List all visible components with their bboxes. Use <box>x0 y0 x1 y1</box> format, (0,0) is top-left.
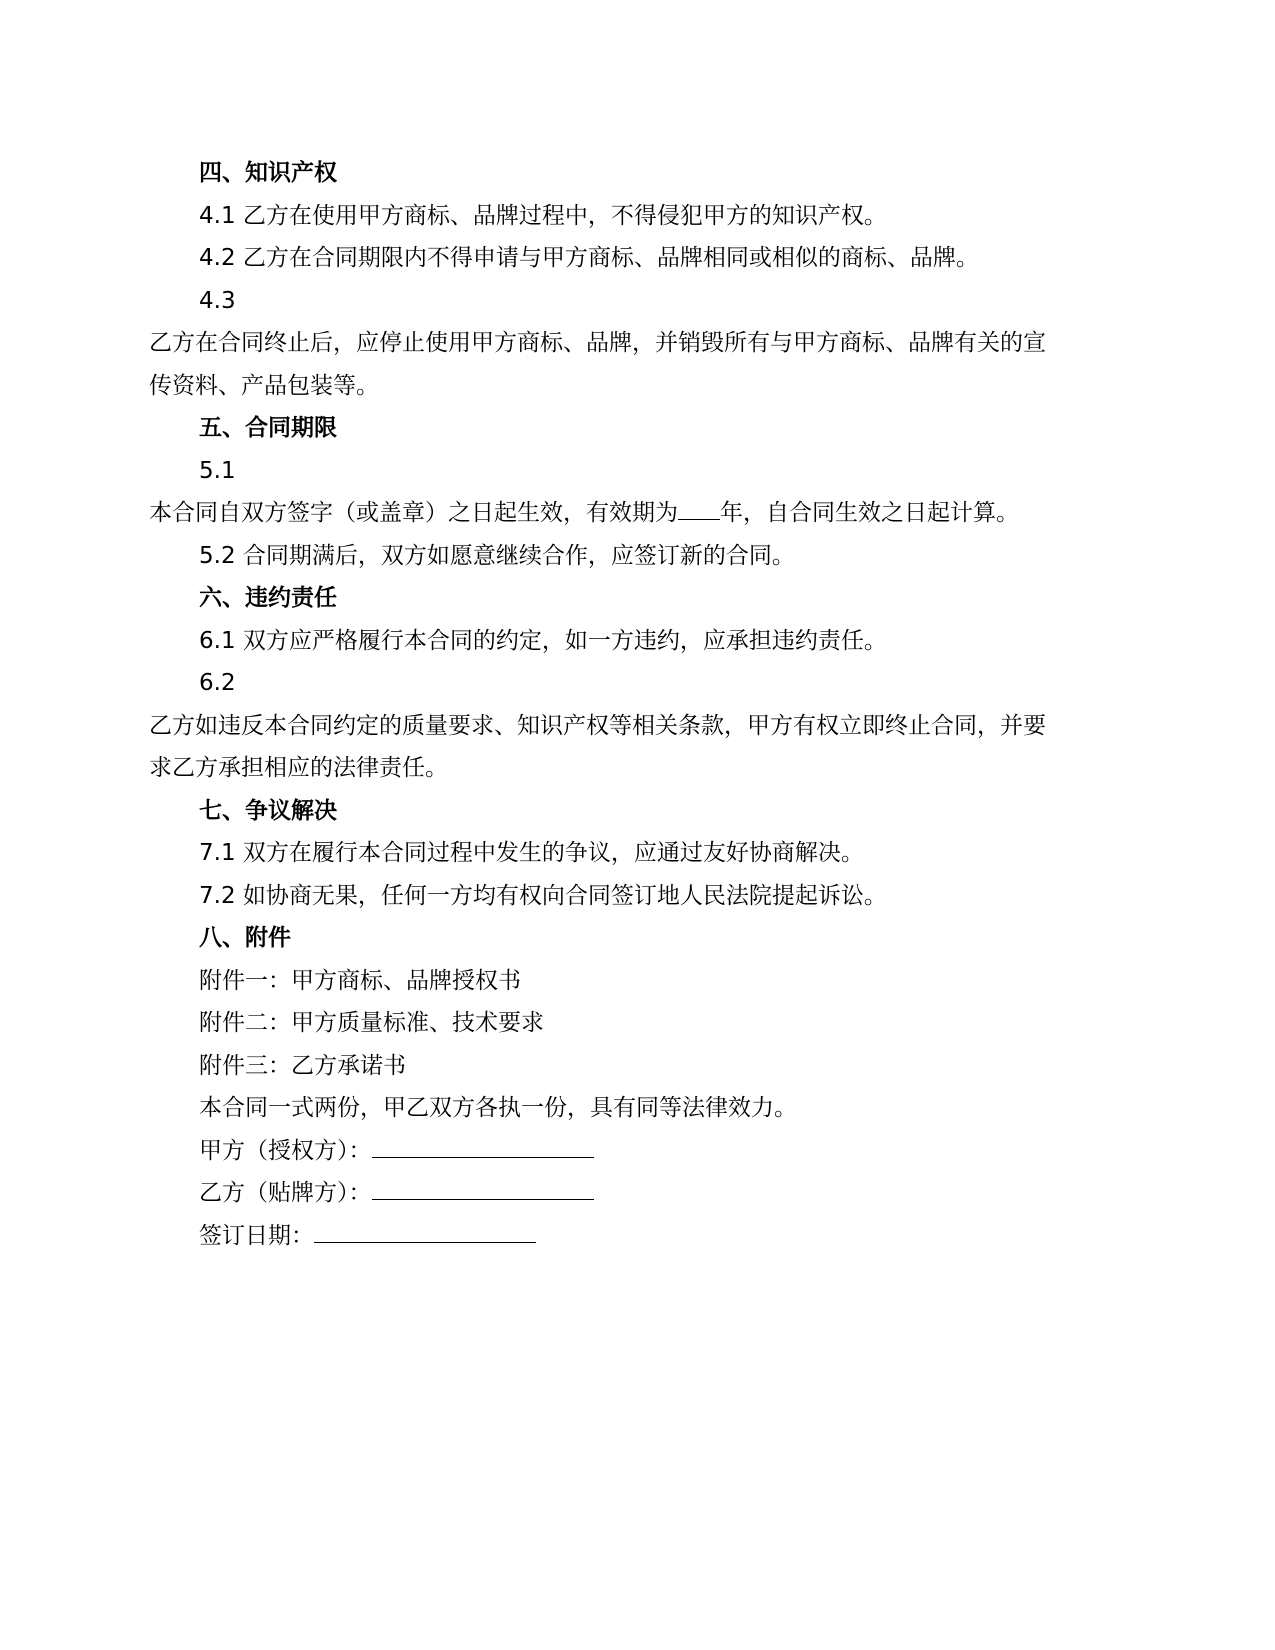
section-heading-ip: 四、知识产权 <box>199 160 337 186</box>
party-a-signature-line <box>149 1130 1134 1173</box>
party-b-signature-blank <box>372 1179 594 1200</box>
clause-5-1-text <box>149 492 1134 535</box>
party-a-label: 甲方（授权方）： <box>199 1137 372 1164</box>
signing-date-line <box>149 1215 1134 1258</box>
signing-date-label: 签订日期： <box>199 1222 314 1249</box>
section-heading-liability: 六、违约责任 <box>199 585 337 611</box>
clause-5-2: 5.2 合同期满后，双方如愿意继续合作，应签订新的合同。 <box>199 542 795 569</box>
clause-5-1-text-a: 本合同自双方签字（或盖章）之日起生效，有效期为 <box>149 500 678 526</box>
clause-4-1: 4.1 乙方在使用甲方商标、品牌过程中，不得侵犯甲方的知识产权。 <box>199 202 887 229</box>
validity-years-blank <box>678 499 720 520</box>
clause-6-1: 6.1 双方应严格履行本合同的约定，如一方违约，应承担违约责任。 <box>199 627 887 654</box>
clause-6-2-number: 6.2 <box>199 670 236 696</box>
party-b-label: 乙方（贴牌方）： <box>199 1180 372 1206</box>
clause-6-2-text-line-2: 求乙方承担相应的法律责任。 <box>149 755 448 781</box>
attachment-3: 附件三：乙方承诺书 <box>199 1052 406 1079</box>
section-heading-dispute: 七、争议解决 <box>199 797 337 824</box>
attachment-2: 附件二：甲方质量标准、技术要求 <box>199 1010 544 1036</box>
section-heading-term: 五、合同期限 <box>199 415 337 441</box>
document-page <box>149 152 1134 1257</box>
party-a-signature-blank <box>372 1137 594 1158</box>
clause-7-2: 7.2 如协商无果，任何一方均有权向合同签订地人民法院提起诉讼。 <box>199 882 887 909</box>
clause-6-2-text-line-1: 乙方如违反本合同约定的质量要求、知识产权等相关条款，甲方有权立即终止合同，并要 <box>149 712 1046 739</box>
clause-4-3-text-line-2: 传资料、产品包装等。 <box>149 372 379 399</box>
section-heading-attachments: 八、附件 <box>199 925 291 951</box>
attachment-1: 附件一：甲方商标、品牌授权书 <box>199 967 521 994</box>
clause-7-1: 7.1 双方在履行本合同过程中发生的争议，应通过友好协商解决。 <box>199 840 864 866</box>
signing-date-blank <box>314 1222 536 1243</box>
clause-5-1-number: 5.1 <box>199 457 236 484</box>
copies-statement: 本合同一式两份，甲乙双方各执一份，具有同等法律效力。 <box>199 1095 797 1121</box>
clause-4-3-text-line-1: 乙方在合同终止后，应停止使用甲方商标、品牌，并销毁所有与甲方商标、品牌有关的宣 <box>149 330 1046 356</box>
party-b-signature-line <box>149 1172 1134 1215</box>
clause-5-1-text-b: 年，自合同生效之日起计算。 <box>720 500 1019 526</box>
clause-4-2: 4.2 乙方在合同期限内不得申请与甲方商标、品牌相同或相似的商标、品牌。 <box>199 245 979 271</box>
clause-4-3-number: 4.3 <box>199 287 236 314</box>
